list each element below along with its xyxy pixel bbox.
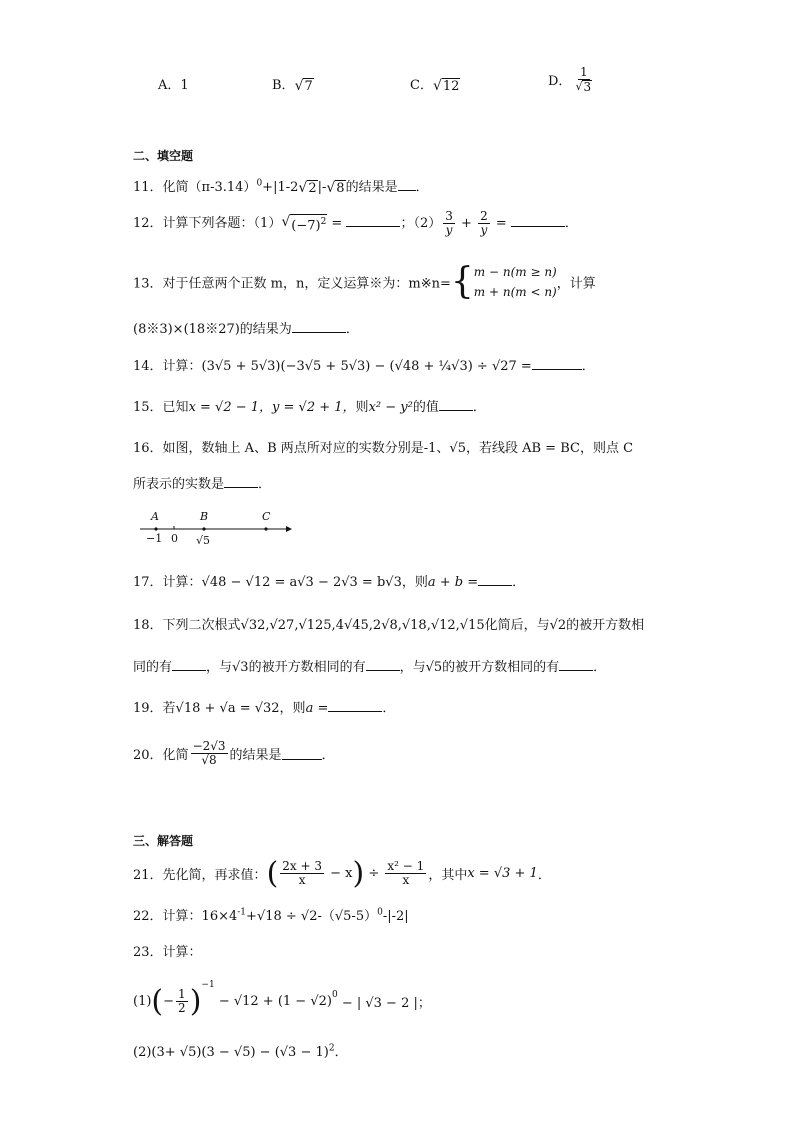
q21-text-a: 先化简，再求值： <box>162 868 267 883</box>
q21-right-paren: ) <box>352 856 365 891</box>
option-b-arg: 7 <box>304 78 313 94</box>
q21-f2-den: x <box>402 873 410 887</box>
question-14 <box>133 355 595 374</box>
q20-text-a: 化简 <box>162 748 189 763</box>
q15-text-c: 的值 <box>412 400 439 415</box>
question-17 <box>133 571 525 590</box>
question-20 <box>133 740 335 767</box>
q23-p1-fraction <box>176 988 188 1015</box>
option-d <box>548 66 596 93</box>
q20-end: ． <box>321 748 335 763</box>
q12-fraction-1 <box>443 210 455 237</box>
q23-p2-text: (2)(3+ √5)(3 − √5) − (√3 − 1) <box>133 1045 329 1060</box>
number-line-svg <box>140 510 295 550</box>
q13-brace: { <box>450 261 474 302</box>
q13-number: 13． <box>133 276 163 292</box>
section-solve-title: 三、解答题 <box>133 834 194 848</box>
q23-p1-left-paren: ( <box>151 984 164 1019</box>
option-b-radical: √ 7 <box>294 77 313 94</box>
option-c-label: C． <box>410 78 433 93</box>
zero-label: 0 <box>171 532 178 545</box>
option-d-num: 1 <box>579 65 588 79</box>
q11-number: 11． <box>133 180 163 195</box>
q23-p1-num: 1 <box>178 987 186 1001</box>
sqrt5-label: √5 <box>196 534 211 547</box>
q12-f2-den: y <box>480 223 488 237</box>
q16-number: 16． <box>133 441 163 456</box>
q12-arg-text: (−7) <box>291 218 321 234</box>
q22-tail: -|-2| <box>382 909 409 924</box>
option-d-den-arg: 3 <box>583 80 592 94</box>
minus-one-label: −1 <box>146 532 163 545</box>
q11-radical-1: √ 2 <box>298 179 317 196</box>
q11-radical-2: √ 8 <box>326 179 345 196</box>
question-22 <box>133 905 409 924</box>
question-19 <box>133 697 395 716</box>
q18-line-1: 下列二次根式√32,√27,√125,4√45,2√8,√18,√12,√15化简后，与√2的被开方数相 <box>162 618 645 633</box>
q11-text-a: 化简（π-3.14） <box>162 180 257 195</box>
q15-text-a: 已知 <box>162 400 189 415</box>
q18-blank-1[interactable] <box>172 658 206 671</box>
q23-p1-right-paren: ) <box>189 984 202 1019</box>
q12-number: 12． <box>133 216 163 231</box>
q14-answer-blank[interactable] <box>532 357 582 370</box>
q21-number: 21． <box>133 868 163 883</box>
q13-answer-blank[interactable] <box>292 320 346 333</box>
q18-line-2b: ，与√3的被开方数相同的有 <box>206 660 366 675</box>
q21-f1-num: 2x + 3 <box>282 859 323 873</box>
section-fill-title: 二、填空题 <box>133 149 194 163</box>
q11-text-d: 的结果是 <box>345 180 398 195</box>
point-c-label: C <box>262 510 271 523</box>
question-11: 11．化简$(\pi-3.14)^0+|1-2$ √ 2 |- √ 8 的结果是 ． <box>133 178 429 196</box>
q18-end: ． <box>593 660 607 675</box>
option-a: A．1 <box>158 78 189 93</box>
q23-p1-rest: − √12 + (1 − √2) <box>214 994 332 1009</box>
q18-blank-3[interactable] <box>559 658 593 671</box>
question-16-line-2 <box>133 473 271 492</box>
q21-fraction-1 <box>280 860 324 887</box>
q16-answer-blank[interactable] <box>224 475 258 488</box>
q15-y: y = √2 + 1， <box>272 400 356 415</box>
option-c-radical: √ 12 <box>432 77 460 94</box>
q14-end: ． <box>581 359 595 374</box>
q13-cases <box>474 262 557 302</box>
q23-p1-sup: −1 <box>201 980 215 990</box>
option-d-fraction <box>573 66 594 93</box>
q22-rest: +√18 ÷ √2-（√5-5） <box>246 909 378 924</box>
q20-answer-blank[interactable] <box>282 747 322 760</box>
q21-cond: x = √3 + 1 <box>467 866 538 881</box>
q15-x: x = √2 − 1， <box>188 400 273 415</box>
point-a-label: A <box>151 510 159 523</box>
q12-sup: 2 <box>320 216 327 227</box>
q22-sup-2: 0 <box>377 907 383 918</box>
q11-text-b: +|1-2 <box>262 180 299 195</box>
q11-r2: 8 <box>336 180 345 196</box>
question-21 <box>133 856 551 891</box>
q18-blank-2[interactable] <box>366 658 400 671</box>
question-16 <box>133 437 633 456</box>
question-23 <box>133 941 202 960</box>
q12-arg <box>290 214 327 233</box>
q19-answer-blank[interactable] <box>328 699 382 712</box>
point-a-dot <box>154 527 157 530</box>
q12-eq-2: = <box>491 216 511 231</box>
q15-number: 15． <box>133 400 163 415</box>
q12-text-b: ；（2） <box>400 216 442 231</box>
q21-div: ÷ <box>364 866 384 881</box>
q11-answer-blank[interactable] <box>398 178 416 191</box>
q13-text-a: 对于任意两个正数 m，n，定义运算※为：m※n= <box>162 276 451 292</box>
q23-text: 计算： <box>162 945 202 960</box>
point-b-dot <box>202 527 205 530</box>
q12-blank-1[interactable] <box>346 214 400 227</box>
q14-text: 计算：(3√5 + 5√3)(−3√5 + 5√3) − (√48 + ¼√3) ÷ √27 = <box>162 359 532 374</box>
option-c-arg: 12 <box>442 78 460 94</box>
question-13 <box>133 262 596 302</box>
q12-fraction-2 <box>478 210 490 237</box>
q23-p1-sup-2: 0 <box>331 990 338 1000</box>
q23-number: 23． <box>133 945 163 960</box>
q15-expr: x² − y² <box>368 400 413 415</box>
point-c-dot <box>264 527 267 530</box>
q19-end: ． <box>382 701 396 716</box>
q18-line-2c: ，与√5的被开方数相同的有 <box>399 660 560 675</box>
q22-number: 22． <box>133 909 163 924</box>
q11-text-c: |- <box>317 180 327 195</box>
q12-blank-2[interactable] <box>511 214 565 227</box>
q17-expr: a + b = <box>427 575 479 590</box>
q21-text-b: ，其中 <box>428 868 468 883</box>
q11-r1: 2 <box>308 180 317 196</box>
q13-text-b: ，计算 <box>556 276 596 292</box>
option-b-label: B． <box>272 78 295 93</box>
question-12 <box>133 210 578 237</box>
q11-sup: 0 <box>256 178 263 189</box>
q20-fraction <box>191 740 228 767</box>
q23-p2-end: ． <box>334 1045 348 1060</box>
option-d-den: √ 3 <box>575 80 592 94</box>
q12-text-a: 计算下列各题：（1） <box>162 216 282 231</box>
q23-p1-tail: − | √3 − 2 |； <box>337 996 431 1011</box>
question-13-line-2 <box>133 318 359 337</box>
q23-p1-minus: − <box>163 994 175 1009</box>
q19-number: 19． <box>133 701 163 716</box>
q21-f1-den: x <box>298 873 306 887</box>
option-b <box>272 74 314 94</box>
question-23-part-1 <box>133 980 431 1019</box>
q16-line-2-text: 所表示的实数是 <box>133 477 225 492</box>
q21-f2-num: x² − 1 <box>387 859 425 873</box>
q17-answer-blank[interactable] <box>478 573 512 586</box>
q13-case-2: m + n(m < n) <box>473 285 557 299</box>
option-c <box>410 74 460 94</box>
q22-text: 计算：16×4 <box>162 909 238 924</box>
q12-plus: + <box>456 216 477 231</box>
q15-end: ． <box>472 400 486 415</box>
q20-num: −2√3 <box>192 739 226 753</box>
q17-number: 17． <box>133 575 163 590</box>
question-23-part-2 <box>133 1041 348 1060</box>
question-18 <box>133 614 644 633</box>
q12-f1-num: 3 <box>445 209 453 223</box>
q16-line-1: 如图，数轴上 A、B 两点所对应的实数分别是-1、√5，若线段 AB = BC，则点 C <box>162 441 634 456</box>
question-18-line-2 <box>133 656 606 675</box>
q13-case-1: m − n(m ≥ n) <box>473 265 557 279</box>
q16-end: ． <box>258 477 272 492</box>
number-line-figure <box>140 510 295 550</box>
option-d-label: D． <box>548 74 572 89</box>
q12-f2-num: 2 <box>480 209 488 223</box>
q23-p1-den: 2 <box>178 1001 186 1015</box>
q12-end: ． <box>564 216 578 231</box>
q19-expr: a = <box>305 701 329 716</box>
q18-number: 18． <box>133 618 163 633</box>
q14-number: 14． <box>133 359 163 374</box>
q23-p1-label: (1) <box>133 994 152 1009</box>
question-15 <box>133 396 486 415</box>
q19-text: 若√18 + √a = √32，则 <box>162 701 306 716</box>
q23-p2-sup: 2 <box>328 1043 335 1054</box>
q17-end: ． <box>512 575 526 590</box>
q21-minus: − x <box>326 866 353 881</box>
q21-left-paren: ( <box>266 856 279 891</box>
q13-end: ． <box>345 322 359 337</box>
q20-number: 20． <box>133 748 163 763</box>
q21-fraction-2 <box>385 860 426 887</box>
q20-text-b: 的结果是 <box>229 748 282 763</box>
q22-sup: -1 <box>237 907 247 918</box>
q15-answer-blank[interactable] <box>439 398 473 411</box>
q15-text-b: 则 <box>355 400 369 415</box>
q20-den: √8 <box>201 753 217 767</box>
q12-eq: = <box>327 216 347 231</box>
q18-line-2a: 同的有 <box>133 660 173 675</box>
point-b-label: B <box>200 510 209 523</box>
q12-f1-den: y <box>445 223 453 237</box>
q17-text: 计算：√48 − √12 = a√3 − 2√3 = b√3，则 <box>162 575 428 590</box>
q13-line-2-text: (8※3)×(18※27)的结果为 <box>133 322 292 337</box>
q12-radical: √ $(-7)^2$ <box>281 213 327 234</box>
q21-end: ． <box>537 868 551 883</box>
number-line-arrow-icon <box>286 526 292 532</box>
